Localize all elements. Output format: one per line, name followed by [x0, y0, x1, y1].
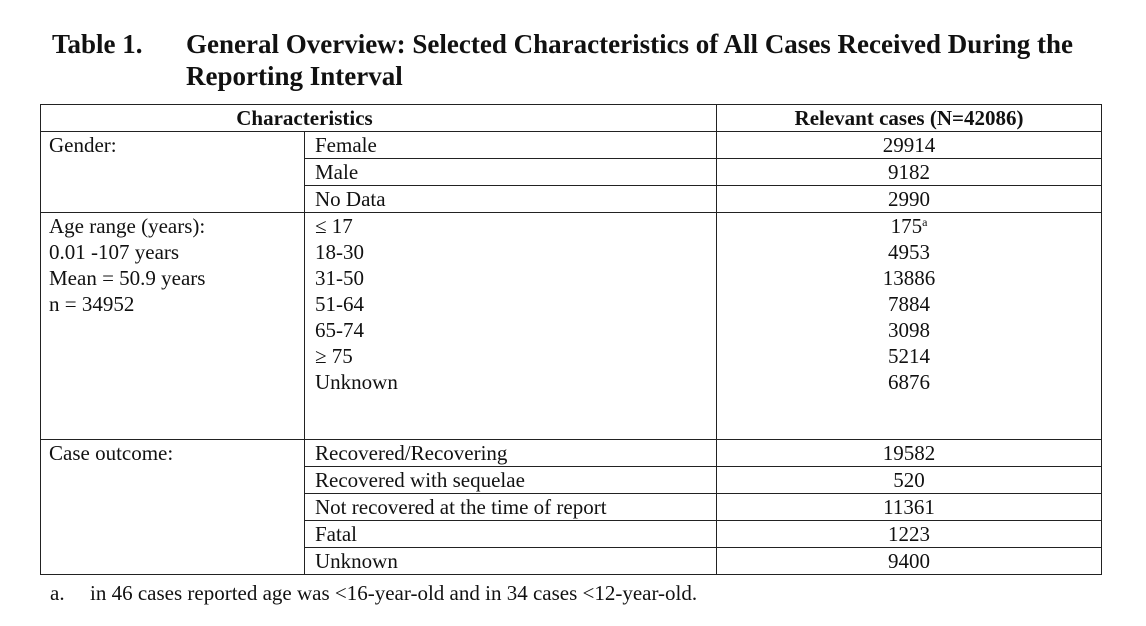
row-label: Fatal	[305, 521, 717, 548]
row-value: 6876	[717, 369, 1102, 395]
row-value: 175$^a$	[717, 213, 1102, 240]
row-value: 5214	[717, 343, 1102, 369]
row-value: 1223	[717, 521, 1102, 548]
table-row	[41, 440, 1102, 467]
header-characteristics: Characteristics	[305, 105, 717, 132]
gender-label: Gender:	[41, 132, 305, 213]
row-value: 9400	[717, 548, 1102, 575]
row-label: Recovered/Recovering	[305, 440, 717, 467]
row-value: 19582	[717, 440, 1102, 467]
row-label: Male	[305, 159, 717, 186]
row-value: 13886	[717, 265, 1102, 291]
row-value: 11361	[717, 494, 1102, 521]
row-value: 29914	[717, 132, 1102, 159]
row-label: ≤ 17	[305, 213, 717, 240]
row-label: ≥ 75	[305, 343, 717, 369]
header-row	[41, 105, 1102, 132]
footnote-text: in 46 cases reported age was <16-year-old and in 34 cases <12-year-old.	[90, 581, 698, 605]
row-label: 31-50	[305, 265, 717, 291]
characteristics-table	[40, 104, 1102, 575]
table-number: Table 1.	[52, 29, 143, 59]
footnote-marker: a	[922, 215, 928, 229]
row-label: Recovered with sequelae	[305, 467, 717, 494]
footnote	[50, 580, 697, 606]
row-value: 4953	[717, 239, 1102, 265]
row-label: 65-74	[305, 317, 717, 343]
row-label: 51-64	[305, 291, 717, 317]
row-label: Not recovered at the time of report	[305, 494, 717, 521]
header-relevant-cases: Relevant cases (N=42086)	[717, 105, 1102, 132]
row-value: 9182	[717, 159, 1102, 186]
table-caption: General Overview: Selected Characteristics of All Cases Received During the Reporting Interval	[186, 29, 1074, 91]
table-row	[41, 132, 1102, 159]
row-value: 2990	[717, 186, 1102, 213]
outcome-label: Case outcome:	[41, 440, 305, 575]
row-label: 18-30	[305, 239, 717, 265]
row-value: 7884	[717, 291, 1102, 317]
row-label: Unknown	[305, 369, 717, 395]
age-label: Age range (years): 0.01 -107 years Mean = 50.9 years n = 34952	[41, 213, 305, 440]
spacer-cell	[305, 395, 717, 440]
table-row	[41, 213, 1102, 240]
row-label: Unknown	[305, 548, 717, 575]
row-value: 3098	[717, 317, 1102, 343]
row-label: No Data	[305, 186, 717, 213]
footnote-mark: a.	[50, 581, 65, 605]
row-label: Female	[305, 132, 717, 159]
spacer-cell	[717, 395, 1102, 440]
row-value: 520	[717, 467, 1102, 494]
